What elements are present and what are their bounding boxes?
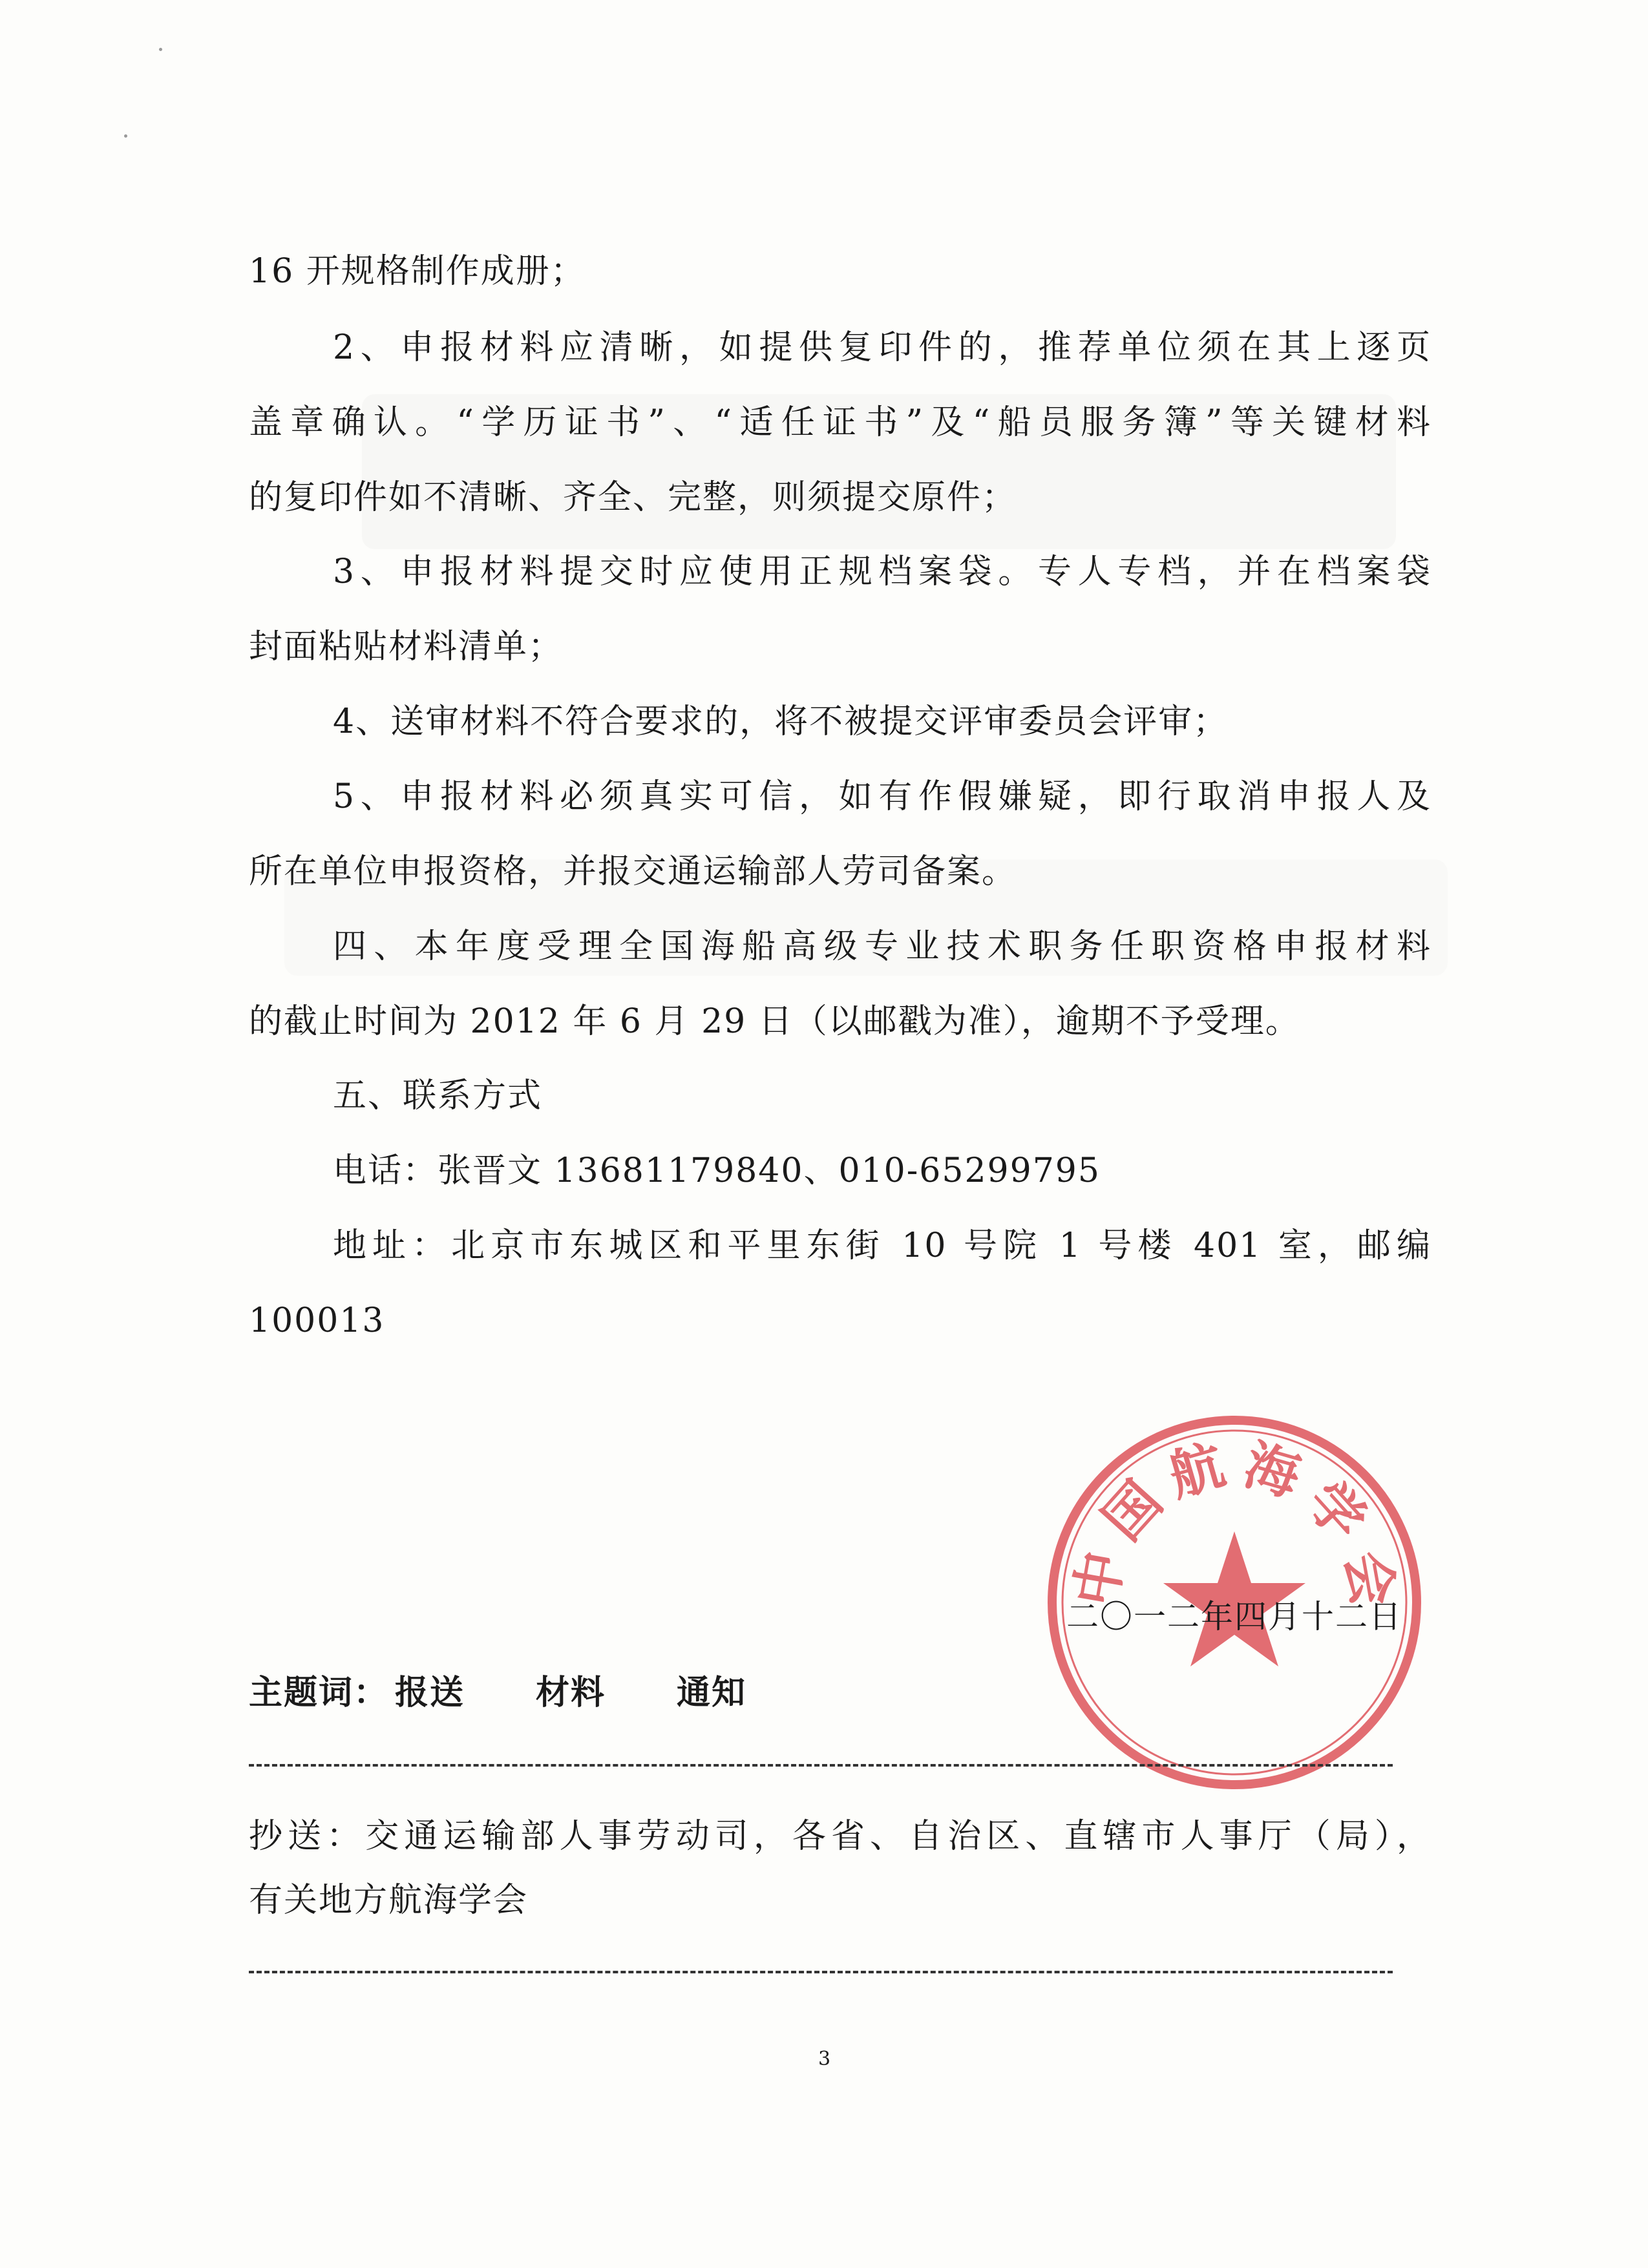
scan-speck [124, 134, 127, 138]
seal-char-text [1238, 1433, 1307, 1509]
contact-address: 地址：北京市东城区和平里东街 10 号院 1 号楼 401 室，邮编 [333, 1226, 1431, 1265]
body-line-8: 5、申报材料必须真实可信，如有作假嫌疑，即行取消申报人及 [333, 777, 1431, 816]
seal-char-text [1161, 1433, 1231, 1509]
divider-bottom [249, 1971, 1393, 1973]
subject-label: 主题词： [249, 1674, 389, 1712]
subject-line [249, 1674, 1431, 1712]
divider-top [249, 1764, 1393, 1767]
body-line-7: 4、送审材料不符合要求的，将不被提交评审委员会评审； [333, 702, 1229, 741]
contact-postcode: 100013 [249, 1301, 385, 1340]
body-line-10: 四、本年度受理全国海船高级专业技术职务任职资格申报材料 [333, 927, 1431, 966]
scan-speck [159, 48, 162, 51]
cc-line-2: 有关地方航海学会 [249, 1881, 529, 1920]
seal-char: 航 [1161, 1432, 1232, 1509]
body-line-2: 2、申报材料应清晰，如提供复印件的，推荐单位须在其上逐页 [333, 328, 1431, 367]
cc-line-1: 抄送：交通运输部人事劳动司，各省、自治区、直辖市人事厅（局）， [249, 1817, 1431, 1856]
page-number: 3 [818, 2048, 831, 2070]
body-line-3: 盖章确认。“学历证书”、“适任证书”及“船员服务簿”等关键材料 [249, 403, 1431, 442]
section-heading-contact: 五、联系方式 [333, 1076, 543, 1115]
issue-date: 二〇一二年四月十二日 [1066, 1598, 1402, 1635]
body-line-11: 的截止时间为 2012 年 6 月 29 日（以邮戳为准），逾期不予受理。 [249, 1002, 1300, 1041]
subject-keyword: 材料 [536, 1674, 606, 1712]
subject-keyword: 通知 [677, 1674, 747, 1712]
seal-char: 学 [1294, 1469, 1379, 1553]
subject-keyword: 报送 [395, 1674, 465, 1712]
seal-char: 海 [1237, 1432, 1307, 1509]
seal-char: 会 [1333, 1546, 1406, 1612]
body-line-5: 3、申报材料提交时应使用正规档案袋。专人专档，并在档案袋 [333, 552, 1431, 591]
body-line-4: 的复印件如不清晰、齐全、完整，则须提交原件； [249, 478, 1017, 517]
body-line-1: 16 开规格制作成册； [249, 252, 586, 291]
body-line-6: 封面粘贴材料清单； [249, 627, 564, 666]
body-line-9: 所在单位申报资格，并报交通运输部人劳司备案。 [249, 852, 1017, 891]
seal-char: 中 [1062, 1546, 1136, 1612]
contact-phone: 电话：张晋文 13681179840、010-65299795 [333, 1151, 1101, 1190]
seal-char: 国 [1090, 1469, 1174, 1553]
